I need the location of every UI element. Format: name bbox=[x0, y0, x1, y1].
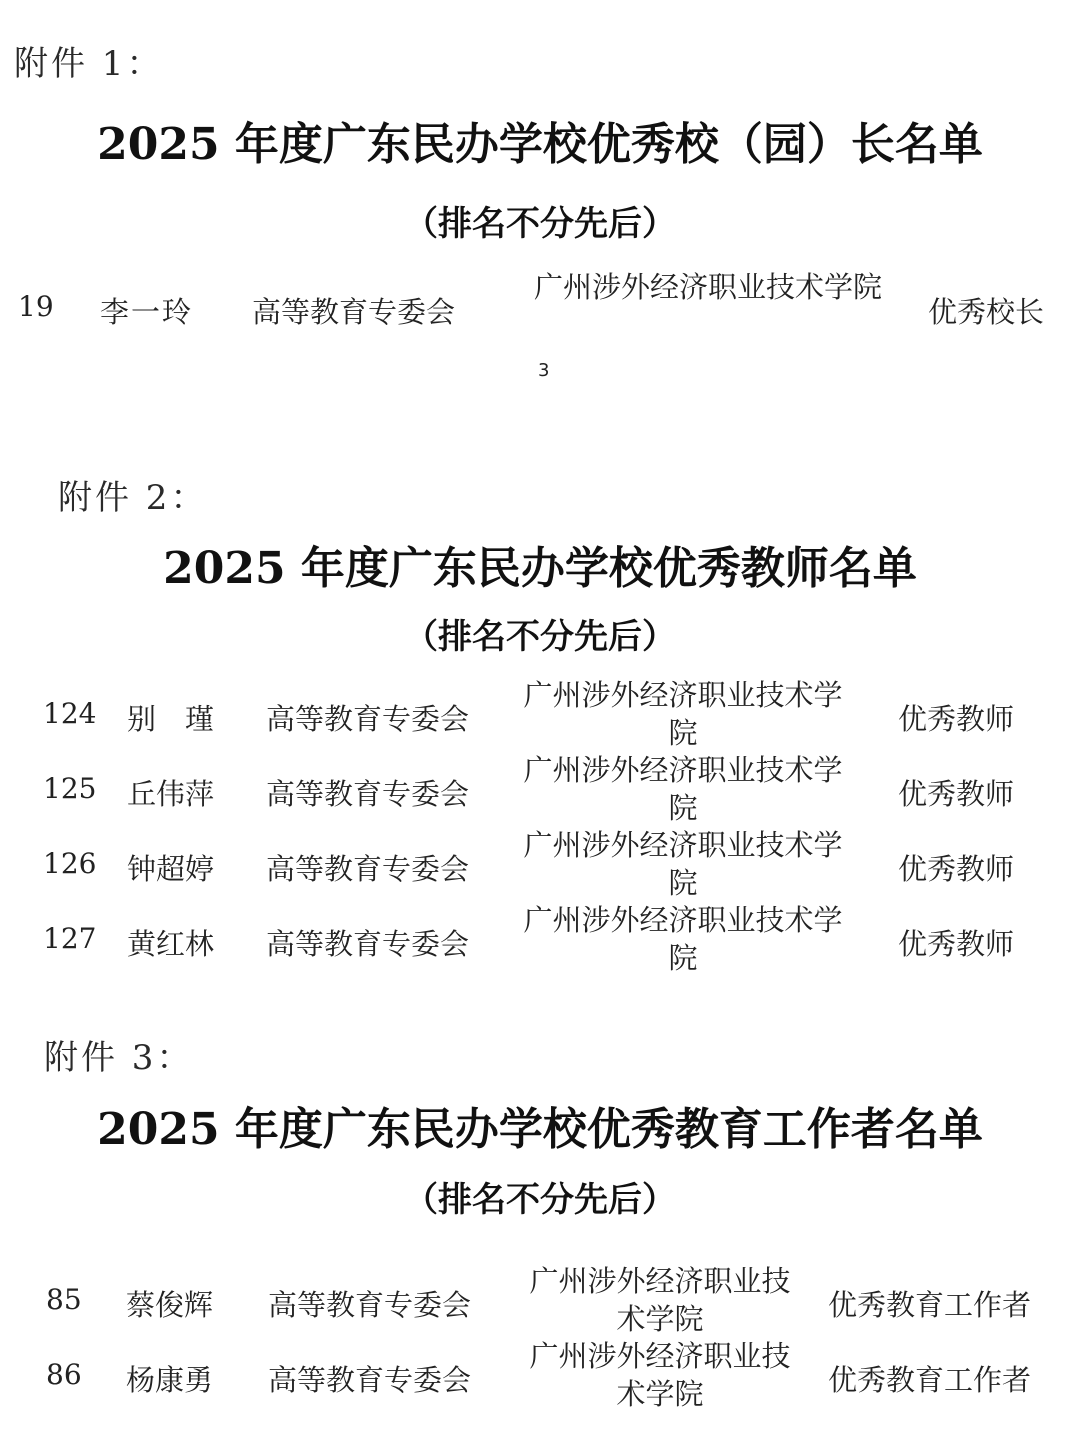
attachment-3-subtitle: （排名不分先后） bbox=[404, 1180, 676, 1220]
award-type: 优秀教师 bbox=[898, 702, 1015, 736]
committee-name: 高等教育专委会 bbox=[266, 777, 470, 811]
row-number: 127 bbox=[43, 922, 97, 955]
attachment-1-label: 附件 1： bbox=[14, 44, 164, 84]
person-name: 蔡俊辉 bbox=[126, 1288, 214, 1322]
row-number: 125 bbox=[43, 772, 97, 805]
school-name: 广州涉外经济职业技术学院 bbox=[523, 903, 843, 975]
award-type: 优秀教育工作者 bbox=[828, 1363, 1032, 1397]
committee-name: 高等教育专委会 bbox=[266, 927, 470, 961]
award-type: 优秀教师 bbox=[898, 927, 1015, 961]
school-name: 广州涉外经济职业技术学院 bbox=[529, 1264, 791, 1336]
page-number: 3 bbox=[538, 360, 550, 381]
person-name: 丘伟萍 bbox=[127, 777, 215, 811]
award-type: 优秀教育工作者 bbox=[828, 1288, 1032, 1322]
school-name: 广州涉外经济职业技术学院 bbox=[523, 828, 843, 900]
award-type: 优秀教师 bbox=[898, 852, 1015, 886]
attachment-1-title: 2025 年度广东民办学校优秀校（园）长名单 bbox=[97, 119, 983, 170]
row-number: 19 bbox=[18, 290, 54, 323]
row-number: 86 bbox=[46, 1358, 82, 1391]
person-name: 钟超婷 bbox=[127, 852, 215, 886]
committee-name: 高等教育专委会 bbox=[268, 1288, 472, 1322]
school-name: 广州涉外经济职业技术学院 bbox=[533, 270, 882, 304]
row-number: 85 bbox=[46, 1283, 82, 1316]
award-type: 优秀校长 bbox=[928, 295, 1045, 329]
committee-name: 高等教育专委会 bbox=[268, 1363, 472, 1397]
attachment-1-subtitle: （排名不分先后） bbox=[404, 204, 676, 244]
attachment-3-title: 2025 年度广东民办学校优秀教育工作者名单 bbox=[97, 1104, 983, 1155]
award-type: 优秀教师 bbox=[898, 777, 1015, 811]
school-name: 广州涉外经济职业技术学院 bbox=[523, 678, 843, 750]
attachment-2-subtitle: （排名不分先后） bbox=[404, 617, 676, 657]
row-number: 124 bbox=[43, 697, 97, 730]
attachment-3-label: 附件 3： bbox=[44, 1038, 194, 1078]
person-name: 杨康勇 bbox=[126, 1363, 214, 1397]
attachment-2-title: 2025 年度广东民办学校优秀教师名单 bbox=[163, 543, 917, 594]
school-name: 广州涉外经济职业技术学院 bbox=[529, 1339, 791, 1411]
person-name: 黄红林 bbox=[127, 927, 215, 961]
person-name: 李一玲 bbox=[100, 295, 194, 329]
school-name: 广州涉外经济职业技术学院 bbox=[523, 753, 843, 825]
attachment-2-label: 附件 2： bbox=[58, 478, 208, 518]
committee-name: 高等教育专委会 bbox=[266, 852, 470, 886]
committee-name: 高等教育专委会 bbox=[252, 295, 456, 329]
committee-name: 高等教育专委会 bbox=[266, 702, 470, 736]
person-name: 别 瑾 bbox=[127, 702, 215, 736]
row-number: 126 bbox=[43, 847, 97, 880]
